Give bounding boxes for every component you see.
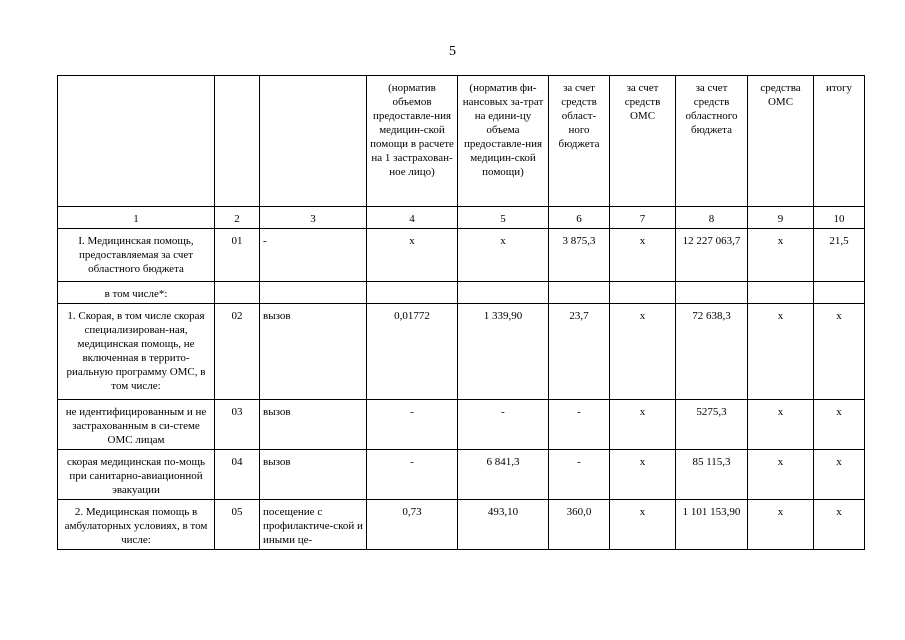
column-number: 8 [676, 207, 748, 229]
table-cell: - [367, 400, 458, 450]
table-row [58, 500, 865, 550]
table-row [58, 400, 865, 450]
page-number: 5 [449, 44, 456, 59]
row-unit: - [260, 229, 367, 282]
row-unit: вызов [260, 450, 367, 500]
table-cell: 1 101 153,90 [676, 500, 748, 550]
header-cell-regional-budget: за счет средств област-ного бюджета [549, 76, 610, 207]
table-cell: - [549, 400, 610, 450]
table-cell: х [610, 500, 676, 550]
row-unit: посещение с профилактиче-ской и иными це- [260, 500, 367, 550]
row-code: 03 [215, 400, 260, 450]
column-number: 2 [215, 207, 260, 229]
table-cell: - [367, 450, 458, 500]
header-cell [58, 76, 215, 207]
table-cell [610, 282, 676, 304]
table-cell: х [610, 229, 676, 282]
table-cell: х [814, 400, 865, 450]
table-cell: 360,0 [549, 500, 610, 550]
row-code [215, 282, 260, 304]
row-title: не идентифицированным и не застрахованным в си-стеме ОМС лицам [58, 400, 215, 450]
table-cell: 5275,3 [676, 400, 748, 450]
column-number: 7 [610, 207, 676, 229]
table-cell: х [610, 450, 676, 500]
row-title: в том числе*: [58, 282, 215, 304]
row-unit [260, 282, 367, 304]
column-number: 4 [367, 207, 458, 229]
column-number: 3 [260, 207, 367, 229]
table-cell: х [748, 304, 814, 400]
row-code: 01 [215, 229, 260, 282]
row-title: I. Медицинская помощь, предоставляемая за счет областного бюджета [58, 229, 215, 282]
table-cell: 12 227 063,7 [676, 229, 748, 282]
column-number: 10 [814, 207, 865, 229]
table-cell [676, 282, 748, 304]
table-row [58, 450, 865, 500]
table-cell: 72 638,3 [676, 304, 748, 400]
table-cell [549, 282, 610, 304]
table-cell: х [814, 304, 865, 400]
table-cell: х [458, 229, 549, 282]
row-unit: вызов [260, 400, 367, 450]
table-cell: х [748, 450, 814, 500]
header-cell-oms-total: средства ОМС [748, 76, 814, 207]
table-cell: 6 841,3 [458, 450, 549, 500]
table-row [58, 229, 865, 282]
table-row [58, 282, 865, 304]
header-cell-regional-budget-total: за счет средств областного бюджета [676, 76, 748, 207]
table-cell: 21,5 [814, 229, 865, 282]
row-title: 1. Скорая, в том числе скорая специализирован-ная, медицинская помощь, не включенная в террито-риальную программу ОМС, в том числе: [58, 304, 215, 400]
header-cell-oms-funds: за счет средств ОМС [610, 76, 676, 207]
column-number: 9 [748, 207, 814, 229]
table-cell: х [610, 400, 676, 450]
column-number: 6 [549, 207, 610, 229]
header-cell [260, 76, 367, 207]
header-cell-volume-norm: (норматив объемов предоставле-ния медицин-ской помощи в расчете на 1 застрахован-ное лицо) [367, 76, 458, 207]
row-code: 02 [215, 304, 260, 400]
table-cell: х [367, 229, 458, 282]
header-cell-cost-norm: (норматив фи-нансовых за-трат на едини-цу объема предоставле-ния медицин-ской помощи) [458, 76, 549, 207]
table-cell: - [549, 450, 610, 500]
table-cell [367, 282, 458, 304]
table-cell: 0,73 [367, 500, 458, 550]
column-number: 1 [58, 207, 215, 229]
row-unit: вызов [260, 304, 367, 400]
table-cell: 85 115,3 [676, 450, 748, 500]
header-cell-total: итогу [814, 76, 865, 207]
table-cell [814, 282, 865, 304]
table-cell: - [458, 400, 549, 450]
table-cell: 493,10 [458, 500, 549, 550]
column-number: 5 [458, 207, 549, 229]
table-cell: х [748, 229, 814, 282]
row-code: 04 [215, 450, 260, 500]
table-cell [748, 282, 814, 304]
table-cell: х [610, 304, 676, 400]
table-cell: 23,7 [549, 304, 610, 400]
financing-table [57, 75, 865, 550]
table-cell: х [814, 500, 865, 550]
table-row [58, 304, 865, 400]
table-cell: 1 339,90 [458, 304, 549, 400]
header-row [58, 76, 865, 207]
row-title: скорая медицинская по-мощь при санитарно-авиационной эвакуации [58, 450, 215, 500]
table-cell: х [748, 400, 814, 450]
row-code: 05 [215, 500, 260, 550]
table-cell: 3 875,3 [549, 229, 610, 282]
table-cell: х [814, 450, 865, 500]
row-title: 2. Медицинская помощь в амбулаторных условиях, в том числе: [58, 500, 215, 550]
header-cell [215, 76, 260, 207]
column-number-row [58, 207, 865, 229]
table-cell [458, 282, 549, 304]
table-cell: 0,01772 [367, 304, 458, 400]
table-cell: х [748, 500, 814, 550]
